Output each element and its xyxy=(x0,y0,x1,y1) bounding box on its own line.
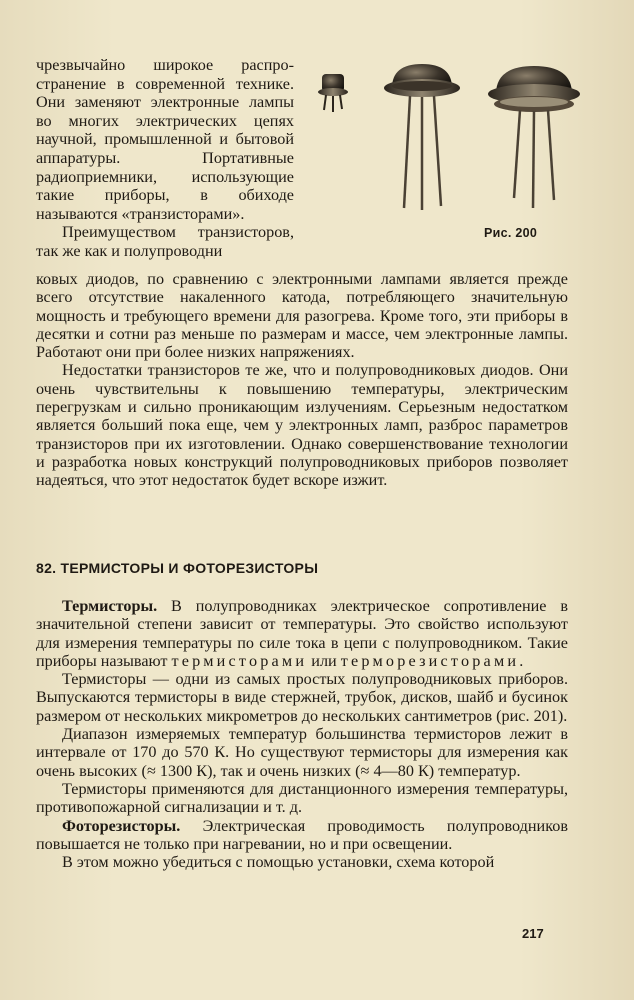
thermistor-types-paragraph: Термисторы — одни из самых простых полупроводниковых приборов. Выпускаются термисторы в виде стержней, трубок, дисков, шайб и бусинок размером от нескольких микрометров до нескольких сантиметров (рис. 201). xyxy=(36,670,568,725)
thermistors-text-1: В полупроводниках электрическое сопротивление в значительной степени зависит от температуры. Это свойство используют для измерения температуры по силе тока в цепи с полупроводником. Такие приборы называют xyxy=(36,597,568,670)
top-block xyxy=(36,56,578,266)
photoresistors-lead: Фоторезисторы. xyxy=(62,816,181,835)
medium-transistor-icon xyxy=(384,64,460,210)
thermistors-text-2: или xyxy=(307,651,341,670)
thermistors-paragraph xyxy=(36,597,568,670)
drawbacks-paragraph: Недостатки транзисторов те же, что и полупроводниковых диодов. Они очень чувствительны к повышению температуры, электрическим перегрузкам и сильно проникающим излучениям. Серьезным недостатком является больший пока еще, чем у электронных ламп, разброс параметров транзисторов при их изготовлении. Однако совершенствование технологии и разработка новых конструкций полупроводниковых приборов позволяет надеяться, что этот недостаток будет вскоре изжит. xyxy=(36,361,568,490)
small-transistor-icon xyxy=(318,74,348,112)
upper-body-text xyxy=(36,270,568,490)
advantages-paragraph-start: Преимуществом транзисторов, так же как и полупроводни xyxy=(36,223,294,260)
page-number: 217 xyxy=(522,926,544,941)
section-body-text xyxy=(36,597,568,871)
figure-caption: Рис. 200 xyxy=(484,226,538,240)
intro-text-column xyxy=(36,56,294,261)
intro-paragraph: чрезвычайно широкое распространение в современной технике. Они заменяют электронные лампы во многих электрических цепях научной, промышленной и бытовой аппаратуры. Портативные радиоприемники, использующие такие приборы, в обиходе называются «транзисторами». xyxy=(36,56,294,223)
term-thermistors: термисторами xyxy=(171,651,308,670)
transistors-illustration xyxy=(304,58,580,248)
temperature-range-paragraph: Диапазон измеряемых температур большинства термисторов лежит в интервале от 170 до 570 К. Но существуют термисторы для измерения как очень высоких (≈ 1300 К), так и очень низких (≈ 4—80 К) температур. xyxy=(36,725,568,780)
applications-paragraph: Термисторы применяются для дистанционного измерения температуры, противопожарной сигнализации и т. д. xyxy=(36,779,568,817)
photoresistors-text: Электрическая проводимость полупроводников повышается не только при нагревании, но и при освещении. xyxy=(36,816,568,853)
large-transistor-icon xyxy=(488,66,580,208)
thermistors-lead: Термисторы. xyxy=(62,597,158,615)
thermistors-text-3: . xyxy=(519,651,524,670)
term-thermoresistors: терморезисторами xyxy=(340,651,520,670)
advantages-paragraph: ковых диодов, по сравнению с электронными лампами является прежде всего отсутствие накаленного катода, потребляющего значительную мощность и требующего времени для разогрева. Кроме того, эти приборы в десятки и сотни раз меньше по размерам и массе, чем электронные лампы. Работают они при более низких напряжениях. xyxy=(36,270,568,362)
transistor-figure xyxy=(304,58,580,248)
photoresistors-paragraph xyxy=(36,817,568,854)
section-heading: 82. ТЕРМИСТОРЫ И ФОТОРЕЗИСТОРЫ xyxy=(36,560,319,576)
setup-paragraph: В этом можно убедиться с помощью установки, схема которой xyxy=(62,853,495,872)
